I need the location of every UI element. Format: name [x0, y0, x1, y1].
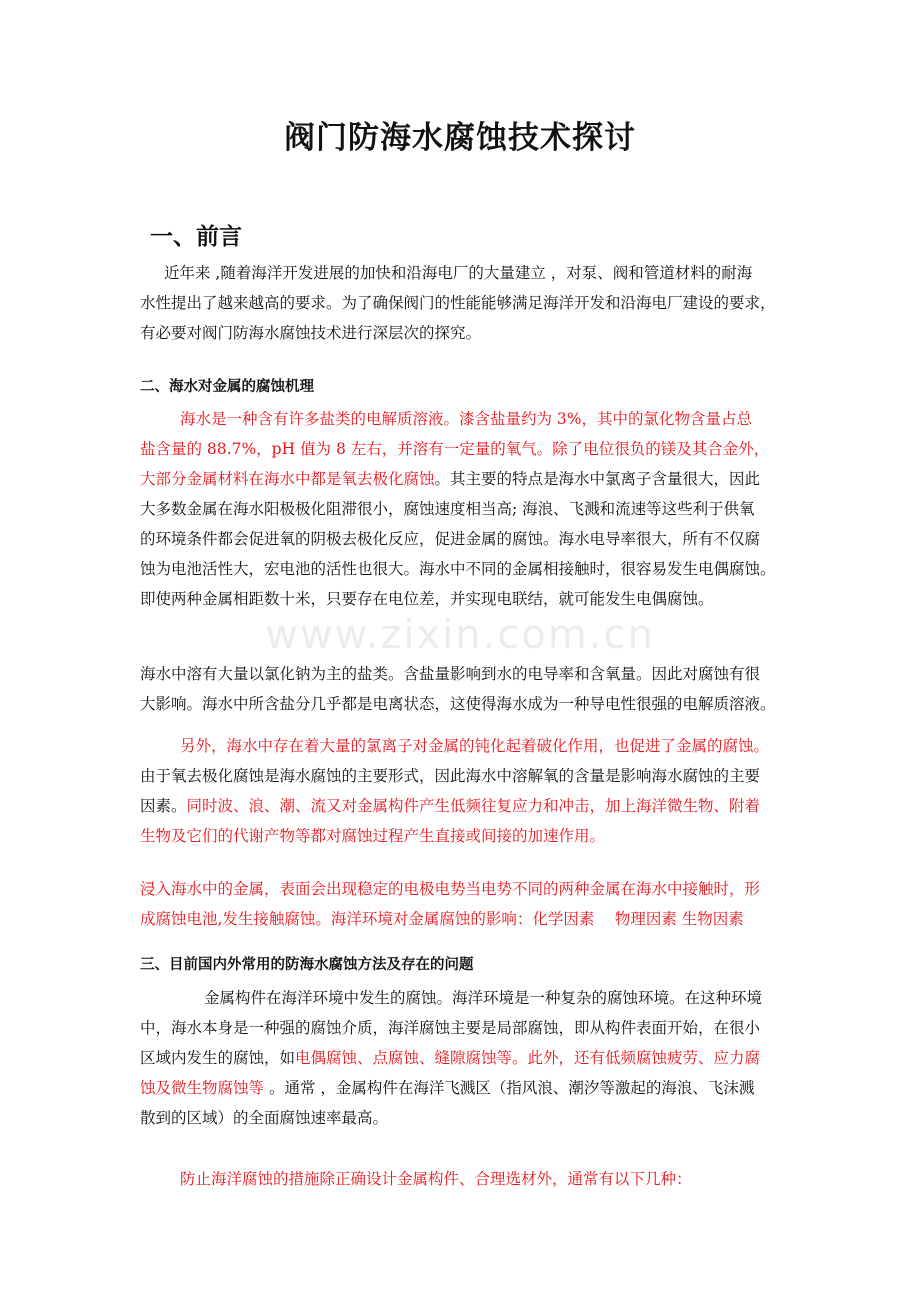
text-line	[140, 464, 782, 494]
section3-heading: 三、目前国内外常用的防海水腐蚀方法及存在的问题	[140, 957, 474, 973]
text-line: 散到的区域）的全面腐蚀速率最高。	[140, 1109, 389, 1127]
watermark: www.zixin.com.cn	[265, 612, 655, 658]
text-line: 盐含量的 88.7%，pH 值为 8 左右，并溶有一定量的氧气。除了电位很负的镁及其合金外，	[140, 440, 770, 458]
section2-paragraph-4	[140, 874, 782, 934]
text-line	[140, 1073, 782, 1103]
section2-paragraph-1	[140, 404, 782, 614]
text-segment: 。其主要的特点是海水中氯离子含量很大，因此	[434, 470, 761, 488]
text-segment: 区域内发生的腐蚀，如	[140, 1049, 296, 1067]
text-line: 海水中溶有大量以氯化钠为主的盐类。含盐量影响到水的电导率和含氧量。因此对腐蚀有很	[140, 665, 761, 683]
highlight-text: 蚀及微生物腐蚀等	[140, 1079, 265, 1097]
text-line: 另外，海水中存在着大量的氯离子对金属的钝化起着破化作用，也促进了金属的腐蚀。	[180, 737, 770, 755]
section2-paragraph-3	[140, 731, 782, 851]
text-line: 近年来 ,随着海洋开发进展的加快和沿海电厂的大量建立 ，对泵、阀和管道材料的耐海	[164, 264, 753, 282]
text-line: 成腐蚀电池,发生接触腐蚀。海洋环境对金属腐蚀的影响：化学因素 物理因素 生物因素	[140, 910, 744, 928]
text-line: 浸入海水中的金属，表面会出现稳定的电极电势当电势不同的两种金属在海水中接触时，形	[140, 880, 761, 898]
section3-paragraph-2	[140, 1164, 782, 1194]
text-line	[140, 1043, 782, 1073]
text-segment: 。通常 ，金属构件在海洋飞溅区（指风浪、潮汐等激起的海浪、飞沫溅	[264, 1079, 755, 1097]
text-line: 水性提出了越来越高的要求。为了确保阀门的性能能够满足海洋开发和沿海电厂建设的要求，	[140, 294, 776, 312]
text-line: 防止海洋腐蚀的措施除正确设计金属构件、合理选材外，通常有以下几种：	[180, 1170, 692, 1188]
text-line: 中，海水本身是一种强的腐蚀介质，海洋腐蚀主要是局部腐蚀，即从构件表面开始，在很小	[140, 1019, 761, 1037]
section2-heading: 二、海水对金属的腐蚀机理	[140, 379, 314, 395]
text-line: 大影响。海水中所含盐分几乎都是电离状态，这使得海水成为一种导电性很强的电解质溶液。	[140, 695, 776, 713]
section2-paragraph-2	[140, 659, 782, 719]
text-line: 即使两种金属相距数十米，只要存在电位差，并实现电联结，就可能发生电偶腐蚀。	[140, 590, 714, 608]
section3-paragraph-1	[140, 983, 782, 1133]
text-line: 由于氧去极化腐蚀是海水腐蚀的主要形式，因此海水中溶解氧的含量是影响海水腐蚀的主要	[140, 767, 761, 785]
highlight-text: 同时波、浪、潮、流又对金属构件产生低频往复应力和冲击，加上海洋微生物、附着	[186, 797, 761, 815]
section1-paragraph	[140, 258, 782, 348]
highlight-text: 大部分金属材料在海水中都是氧去极化腐蚀	[140, 470, 435, 488]
document-title: 阀门防海水腐蚀技术探讨	[284, 120, 636, 156]
text-line	[140, 791, 782, 821]
highlight-text: 电偶腐蚀、点腐蚀、缝隙腐蚀等。此外，还有低频腐蚀疲劳、应力腐	[295, 1049, 761, 1067]
text-line: 大多数金属在海水阳极极化阻滞很小，腐蚀速度相当高; 海浪、飞溅和流速等这些利于供氧	[140, 500, 755, 518]
text-line: 海水是一种含有许多盐类的电解质溶液。漆含盐量约为 3%，其中的氯化物含量占总	[180, 410, 753, 428]
section1-heading: 一、前言	[150, 224, 242, 250]
text-line: 生物及它们的代谢产物等都对腐蚀过程产生直接或间接的加速作用。	[140, 827, 606, 845]
text-line: 蚀为电池活性大，宏电池的活性也很大。海水中不同的金属相接触时，很容易发生电偶腐蚀。	[140, 560, 776, 578]
text-line: 的环境条件都会促进氧的阴极去极化反应，促进金属的腐蚀。海水电导率很大，所有不仅腐	[140, 530, 761, 548]
text-line: 有必要对阀门防海水腐蚀技术进行深层次的探究。	[140, 324, 482, 342]
text-line: 金属构件在海洋环境中发生的腐蚀。海洋环境是一种复杂的腐蚀环境。在这种环境	[204, 989, 763, 1007]
text-segment: 因素。	[140, 797, 187, 815]
